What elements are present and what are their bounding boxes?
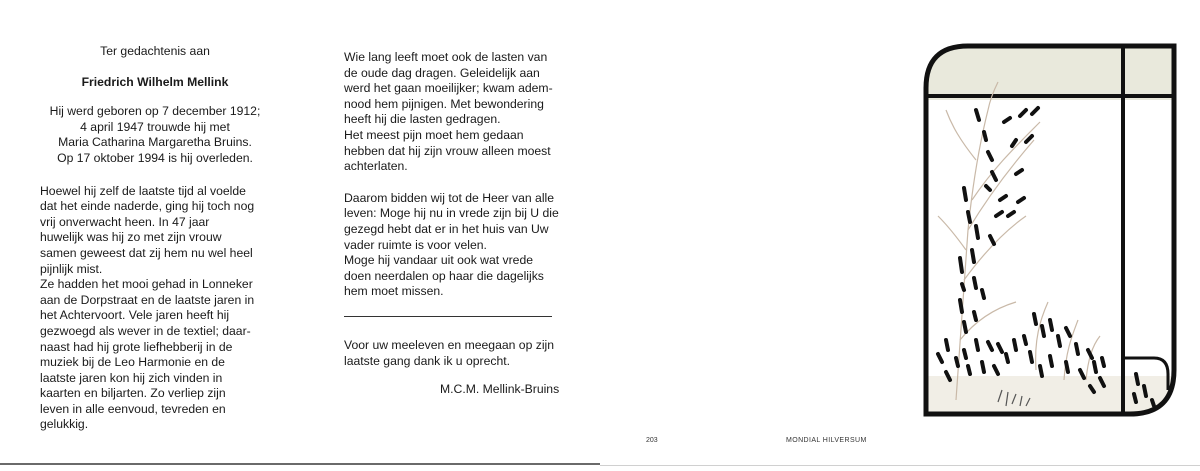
- thanks-block: [344, 338, 564, 369]
- printer-credit: MONDIAL HILVERSUM: [786, 437, 867, 444]
- life-line: Op 17 oktober 1994 is hij overleden.: [57, 150, 253, 165]
- reflection-line: werd het gaan moeilijker; kwam adem-: [344, 81, 553, 96]
- bio-line: het Achtervoort. Vele jaren heeft hij: [40, 308, 230, 323]
- reflection-line: Het meest pijn moet hem gedaan: [344, 127, 524, 142]
- reflection-line: de oude dag dragen. Geleidelijk aan: [344, 65, 540, 80]
- bio-line: gelukkig.: [40, 417, 89, 432]
- page-number: 203: [646, 437, 658, 444]
- thanks-line: laatste gang dank ik u oprecht.: [344, 353, 510, 368]
- bio-line: dat het einde naderde, ging hij toch nog: [40, 199, 255, 214]
- bio-line: naast had hij grote liefhebberij in de: [40, 339, 233, 354]
- bio-line: Hoewel hij zelf de laatste tijd al voelde: [40, 183, 246, 198]
- prayer-line: leven: Moge hij nu in vrede zijn bij U die: [344, 206, 559, 221]
- thanks-line: Voor uw meeleven en meegaan op zijn: [344, 338, 555, 352]
- bio-line: gezwoegd als wever in de textiel; daar-: [40, 323, 251, 338]
- bio-line: leven in alle eenvoud, tevreden en: [40, 401, 226, 416]
- bio-line: pijnlijk mist.: [40, 261, 103, 276]
- reflection-line: heeft hij die lasten gedragen.: [344, 112, 501, 127]
- window-tree-illustration-icon: [916, 40, 1186, 418]
- life-line: Maria Catharina Margaretha Bruins.: [58, 135, 252, 150]
- bio-line: vrij onverwacht heen. In 47 jaar: [40, 214, 210, 229]
- memorial-text-column: [40, 44, 270, 433]
- prayer-line: hem moet missen.: [344, 284, 444, 299]
- reflection-line: Wie lang leeft moet ook de lasten van: [344, 50, 548, 64]
- bio-line: kaarten en biljarten. Zo verliep zijn: [40, 386, 226, 401]
- reflection-block: [344, 50, 566, 175]
- reflection-line: hebben dat hij zijn vrouw alleen moest: [344, 143, 551, 158]
- bio-line: muziek bij de Leo Harmonie en de: [40, 355, 225, 370]
- prayer-line: vader ruimte is voor velen.: [344, 237, 487, 252]
- bottom-edge-line: [0, 463, 600, 465]
- prayer-block: [344, 191, 566, 300]
- reflection-column: [344, 50, 566, 300]
- prayer-line: Daarom bidden wij tot de Heer van alle: [344, 190, 555, 205]
- bio-line: samen geweest dat zij hem nu wel heel: [40, 245, 253, 260]
- life-line: Hij werd geboren op 7 december 1912;: [49, 104, 261, 119]
- biography-block: [40, 184, 270, 434]
- life-line: 4 april 1947 trouwde hij met: [80, 119, 230, 134]
- bio-line: aan de Dorpstraat en de laatste jaren in: [40, 292, 255, 307]
- bio-line: huwelijk was hij zo met zijn vrouw: [40, 230, 222, 245]
- reflection-line: nood hem pijnigen. Met bewondering: [344, 96, 544, 111]
- signature-divider: [344, 316, 552, 317]
- signature: M.C.M. Mellink-Bruins: [440, 382, 560, 396]
- reflection-line: achterlaten.: [344, 159, 408, 174]
- bio-line: Ze hadden het mooi gehad in Lonneker: [40, 277, 253, 292]
- bottom-edge-shadow: [600, 465, 1200, 466]
- prayer-line: gezegd hebt dat er in het huis van Uw: [344, 221, 549, 236]
- bio-line: laatste jaren kon hij zich vinden in: [40, 370, 223, 385]
- life-dates-block: [40, 104, 270, 166]
- deceased-name: Friedrich Wilhelm Mellink: [81, 74, 229, 89]
- intro-line: Ter gedachtenis aan: [100, 44, 210, 58]
- prayer-line: Moge hij vandaar uit ook wat vrede: [344, 253, 534, 268]
- prayer-line: doen neerdalen op haar die dagelijks: [344, 268, 544, 283]
